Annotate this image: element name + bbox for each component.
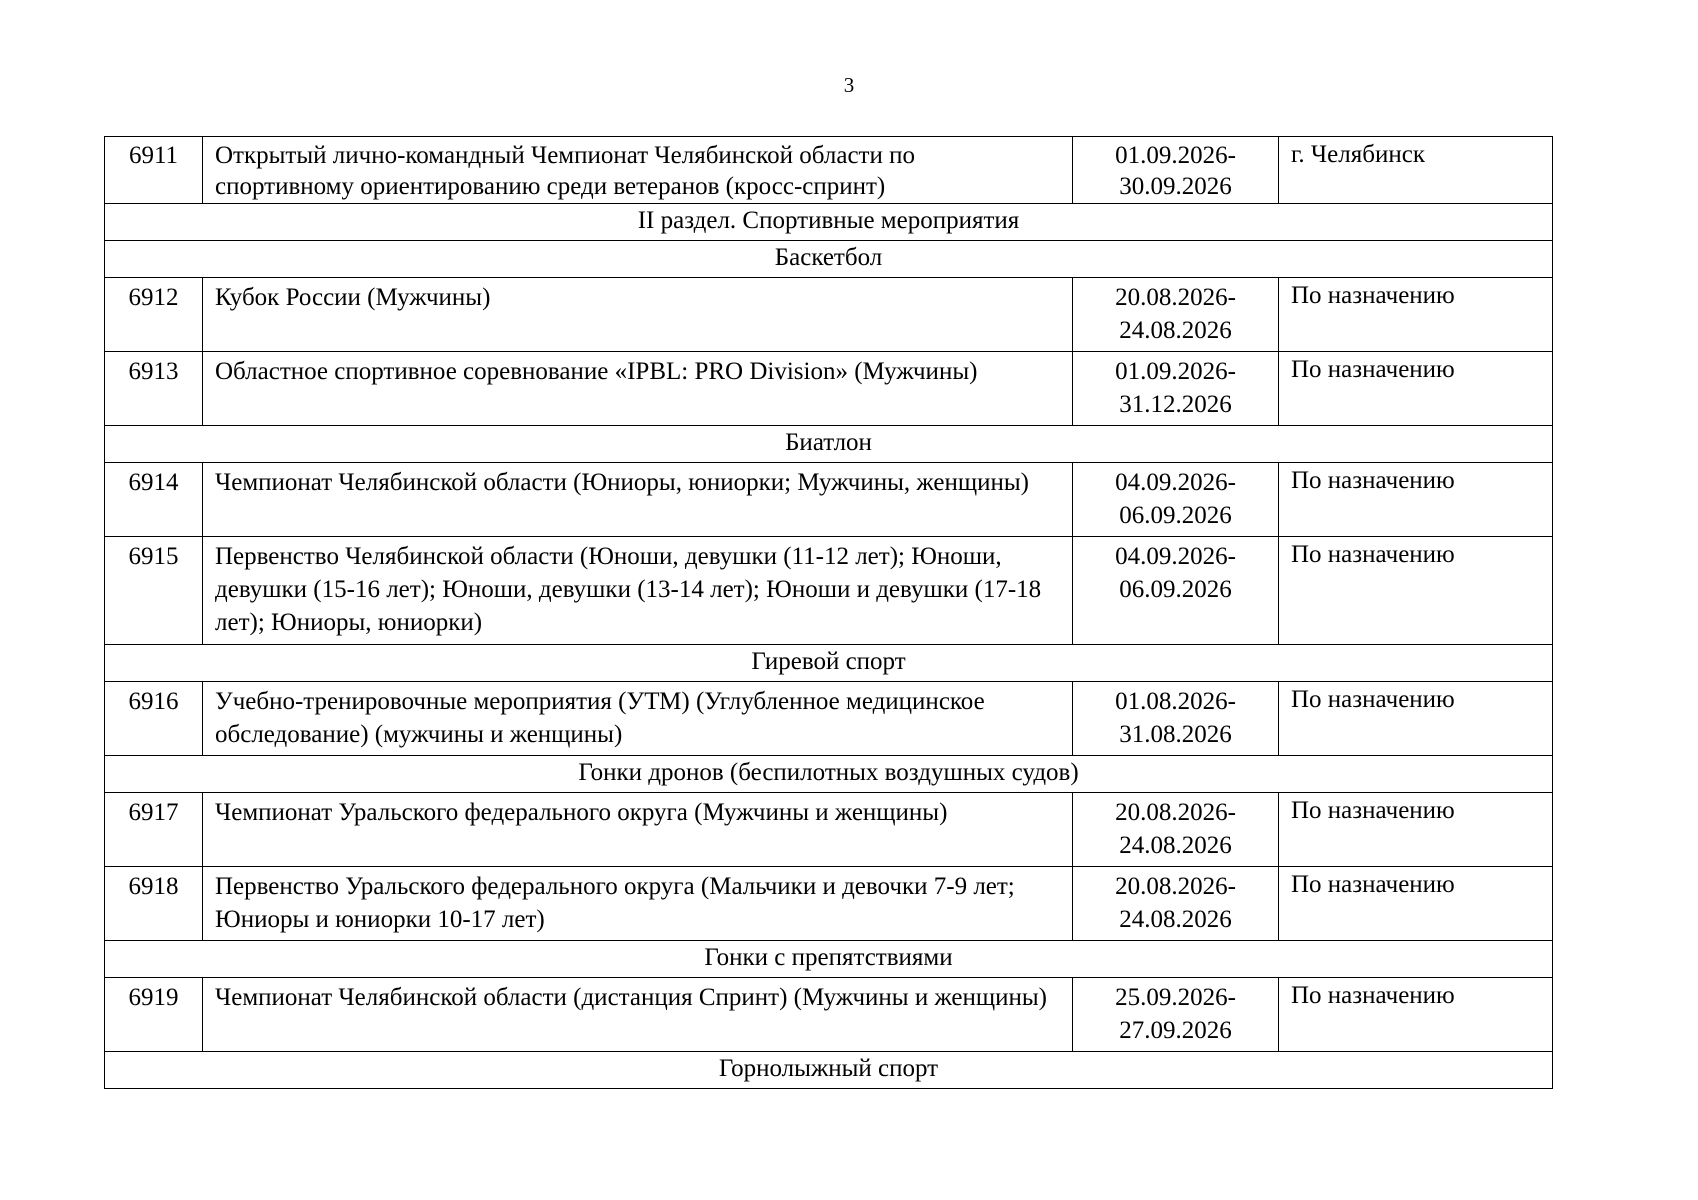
section-header-row [105,645,1553,682]
event-name: Чемпионат Челябинской области (дистанция Спринт) (Мужчины и женщины) [203,978,1073,1052]
section-title: Гонки с препятствиями [105,941,1553,978]
event-row [105,278,1553,352]
section-title: II раздел. Спортивные мероприятия [105,204,1553,241]
event-dates [1073,278,1279,352]
section-title: Гиревой спорт [105,645,1553,682]
event-name: Кубок России (Мужчины) [203,278,1073,352]
event-name: Учебно-тренировочные мероприятия (УТМ) (Углубленное медицинское обследование) (мужчины и женщины) [203,682,1073,756]
event-date-to: 24.08.2026 [1119,906,1232,933]
event-row [105,537,1553,645]
event-number: 6914 [105,463,203,537]
event-name: Чемпионат Уральского федерального округа (Мужчины и женщины) [203,793,1073,867]
event-date-from: 01.09.2026- [1115,142,1236,169]
event-dates [1073,867,1279,941]
event-date-from: 20.08.2026- [1115,799,1236,826]
event-date-from: 01.09.2026- [1115,358,1236,385]
event-date-from: 20.08.2026- [1115,284,1236,311]
event-place: По назначению [1279,978,1553,1052]
page-number: 3 [843,73,855,97]
event-number: 6911 [105,137,203,204]
event-dates [1073,978,1279,1052]
event-dates [1073,682,1279,756]
event-row [105,352,1553,426]
event-dates [1073,137,1279,204]
event-row [105,137,1553,204]
event-row [105,793,1553,867]
event-number: 6919 [105,978,203,1052]
section-header-row [105,241,1553,278]
event-number: 6912 [105,278,203,352]
event-row [105,867,1553,941]
event-name: Открытый лично-командный Чемпионат Челябинской области по спортивному ориентированию среди ветеранов (кросс-спринт) [203,137,1073,204]
event-place: По назначению [1279,352,1553,426]
events-table-body [105,137,1553,1089]
event-place: По назначению [1279,537,1553,645]
event-number: 6913 [105,352,203,426]
event-date-to: 06.09.2026 [1119,576,1232,603]
event-dates [1073,793,1279,867]
event-date-from: 25.09.2026- [1115,984,1236,1011]
section-title: Горнолыжный спорт [105,1052,1553,1089]
event-name: Областное спортивное соревнование «IPBL: PRO Division» (Мужчины) [203,352,1073,426]
event-date-to: 30.09.2026 [1119,173,1232,200]
events-table [104,136,1553,1089]
event-date-to: 31.12.2026 [1119,391,1232,418]
event-number: 6918 [105,867,203,941]
event-name: Чемпионат Челябинской области (Юниоры, юниорки; Мужчины, женщины) [203,463,1073,537]
section-header-row [105,1052,1553,1089]
event-dates [1073,463,1279,537]
event-name: Первенство Челябинской области (Юноши, девушки (11-12 лет); Юноши, девушки (15-16 лет); Юноши, девушки (13-14 лет); Юноши и девушки (17-18 лет); Юниоры, юниорки) [203,537,1073,645]
section-title: Биатлон [105,426,1553,463]
event-row [105,978,1553,1052]
event-dates [1073,537,1279,645]
event-place: г. Челябинск [1279,137,1553,204]
event-place: По назначению [1279,463,1553,537]
event-row [105,682,1553,756]
event-number: 6916 [105,682,203,756]
section-title: Гонки дронов (беспилотных воздушных судов) [105,756,1553,793]
event-row [105,463,1553,537]
section-header-row [105,426,1553,463]
event-name: Первенство Уральского федерального округа (Мальчики и девочки 7-9 лет; Юниоры и юниорки 10-17 лет) [203,867,1073,941]
section-header-row [105,756,1553,793]
section-title: Баскетбол [105,241,1553,278]
event-date-to: 24.08.2026 [1119,832,1232,859]
event-date-to: 31.08.2026 [1119,721,1232,748]
event-dates [1073,352,1279,426]
event-date-from: 04.09.2026- [1115,543,1236,570]
event-date-from: 04.09.2026- [1115,469,1236,496]
event-date-from: 20.08.2026- [1115,873,1236,900]
event-date-to: 27.09.2026 [1119,1017,1232,1044]
event-place: По назначению [1279,793,1553,867]
section-header-row [105,941,1553,978]
event-place: По назначению [1279,682,1553,756]
event-date-from: 01.08.2026- [1115,688,1236,715]
event-place: По назначению [1279,278,1553,352]
event-number: 6915 [105,537,203,645]
event-number: 6917 [105,793,203,867]
event-place: По назначению [1279,867,1553,941]
event-date-to: 24.08.2026 [1119,317,1232,344]
section-header-row [105,204,1553,241]
event-date-to: 06.09.2026 [1119,502,1232,529]
